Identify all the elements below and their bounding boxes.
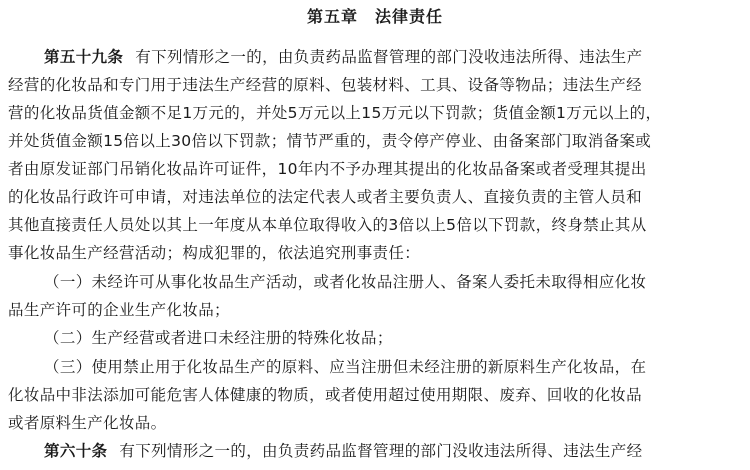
item-1-line-2: 品生产许可的企业生产化妆品；: [8, 301, 230, 319]
chapter-title: 第五章 法律责任: [306, 7, 443, 26]
article-59-line-7: 其他直接责任人员处以其上一年度从本单位取得收入的3倍以上5倍以下罚款，终身禁止其从: [8, 216, 647, 234]
article-59-text: 有下列情形之一的，由负责药品监督管理的部门没收违法所得、违法生产: [135, 48, 643, 66]
item-3-line-2: 化妆品中非法添加可能危害人体健康的物质，或者使用超过使用期限、废弃、回收的化妆品: [8, 386, 643, 404]
item-1-line-1: （一）未经许可从事化妆品生产活动，或者化妆品注册人、备案人委托未取得相应化妆: [44, 273, 647, 291]
article-60-text: 有下列情形之一的，由负责药品监督管理的部门没收违法所得、违法生产经: [119, 442, 643, 460]
article-59-number: 第五十九条: [44, 48, 124, 66]
article-59-line-8: 事化妆品生产经营活动；构成犯罪的，依法追究刑事责任：: [8, 244, 421, 262]
article-59-line-4: 并处货值金额15倍以上30倍以下罚款；情节严重的，责令停产停业、由备案部门取消备案或: [8, 132, 652, 150]
item-3-line-3: 或者原料生产化妆品。: [8, 414, 167, 432]
item-2-line-1: （二）生产经营或者进口未经注册的特殊化妆品；: [44, 329, 393, 347]
article-60-line-1: [44, 440, 642, 462]
item-3-line-1: （三）使用禁止用于化妆品生产的原料、应当注册但未经注册的新原料生产化妆品，在: [44, 358, 647, 376]
article-59-line-5: 者由原发证部门吊销化妆品许可证件，10年内不予办理其提出的化妆品备案或者受理其提出: [8, 160, 647, 178]
article-60-number: 第六十条: [44, 442, 108, 460]
article-59-line-1: [44, 46, 642, 68]
article-59-line-6: 的化妆品行政许可申请，对违法单位的法定代表人或者主要负责人、直接负责的主管人员和: [8, 188, 643, 206]
article-59-line-3: 营的化妆品货值金额不足1万元的，并处5万元以上15万元以下罚款；货值金额1万元以上的，: [8, 104, 662, 122]
article-59-line-2: 经营的化妆品和专门用于违法生产经营的原料、包装材料、工具、设备等物品；违法生产经: [8, 76, 643, 94]
